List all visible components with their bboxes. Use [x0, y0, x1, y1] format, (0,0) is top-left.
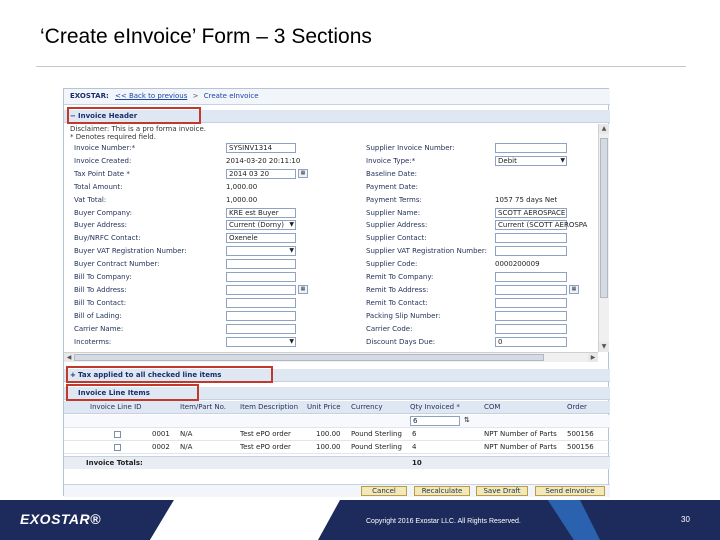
- highlight-tax: [66, 366, 273, 383]
- cell-part-no: N/A: [180, 430, 193, 438]
- row-checkbox[interactable]: [114, 444, 121, 451]
- calendar-icon[interactable]: ▦: [569, 285, 579, 294]
- exostar-brand: EXOSTAR:: [70, 92, 109, 100]
- expand-icon[interactable]: +: [70, 371, 76, 379]
- field-label: Invoice Created:: [74, 156, 132, 165]
- invoice-header-body: [64, 124, 598, 352]
- field-value: SYSINV1314: [229, 144, 273, 152]
- field-label: Invoice Type:*: [366, 156, 416, 165]
- section-title: Invoice Header: [78, 112, 138, 120]
- highlight-line-items: [66, 384, 199, 401]
- col-line-id[interactable]: Invoice Line ID: [90, 403, 142, 411]
- text-input[interactable]: [226, 311, 296, 321]
- field-label: Buyer Contract Number:: [74, 260, 160, 269]
- text-input[interactable]: [226, 208, 296, 218]
- field-label: Remit To Address:: [366, 285, 429, 294]
- field-value: 1,000.00: [226, 195, 258, 204]
- field-label: Supplier Name:: [366, 208, 421, 217]
- highlight-invoice-header: [67, 107, 201, 124]
- dropdown-arrow-icon[interactable]: ▼: [289, 247, 294, 255]
- col-com[interactable]: COM: [484, 403, 501, 411]
- field-value: 2014-03-20 20:11:10: [226, 156, 301, 165]
- field-label: Carrier Name:: [74, 324, 124, 333]
- dropdown-arrow-icon[interactable]: ▼: [289, 337, 294, 345]
- field-label: Buy/NRFC Contact:: [74, 234, 141, 243]
- field-label: Carrier Code:: [366, 324, 413, 333]
- text-input[interactable]: [226, 259, 296, 269]
- table-row[interactable]: [64, 428, 610, 441]
- field-label: Supplier Code:: [366, 260, 418, 269]
- col-description[interactable]: Item Description: [240, 403, 299, 411]
- calendar-icon[interactable]: ▦: [298, 285, 308, 294]
- field-value: 0000200009: [495, 260, 540, 269]
- section-title: Invoice Line Items: [78, 389, 150, 397]
- field-label: Bill of Lading:: [74, 311, 122, 320]
- field-value: Current (SCOTT AEROSPA: [498, 221, 588, 230]
- scroll-thumb[interactable]: [600, 138, 608, 298]
- col-order[interactable]: Order: [567, 403, 587, 411]
- scroll-down-icon[interactable]: ▼: [599, 342, 609, 352]
- totals-qty: 10: [412, 459, 422, 467]
- cell-order: 500156: [567, 430, 594, 438]
- collapse-icon[interactable]: −: [70, 112, 76, 120]
- cell-description: Test ePO order: [240, 443, 291, 451]
- field-label: Supplier VAT Registration Number:: [366, 247, 487, 256]
- col-currency[interactable]: Currency: [351, 403, 383, 411]
- invoice-totals-row: [64, 456, 610, 469]
- col-part-no[interactable]: Item/Part No.: [180, 403, 226, 411]
- cell-line-id: 0002: [152, 443, 170, 451]
- cell-line-id: 0001: [152, 430, 170, 438]
- text-input[interactable]: [495, 298, 567, 308]
- scroll-right-icon[interactable]: ▶: [588, 353, 598, 362]
- scroll-up-icon[interactable]: ▲: [599, 124, 609, 134]
- row-checkbox[interactable]: [114, 431, 121, 438]
- dropdown-arrow-icon[interactable]: ▼: [289, 221, 294, 229]
- invoice-form-screenshot: [63, 88, 609, 496]
- action-button-bar: [64, 484, 610, 497]
- field-label: Buyer VAT Registration Number:: [74, 247, 187, 256]
- cell-part-no: N/A: [180, 443, 193, 451]
- cancel-button[interactable]: Cancel: [361, 486, 407, 496]
- select-field[interactable]: [226, 246, 296, 256]
- cell-com: NPT Number of Parts: [484, 430, 557, 438]
- recalculate-button[interactable]: Recalculate: [414, 486, 470, 496]
- field-label: Buyer Company:: [74, 208, 132, 217]
- sort-icon[interactable]: ⇅: [464, 416, 470, 424]
- scroll-left-icon[interactable]: ◀: [64, 353, 74, 362]
- footer-band: [0, 500, 720, 540]
- filter-row: [64, 415, 610, 428]
- section-title: Tax applied to all checked line items: [78, 371, 222, 379]
- field-label: Supplier Address:: [366, 221, 428, 230]
- field-label: Discount Days Due:: [366, 337, 436, 346]
- field-label: Total Amount:: [74, 182, 123, 191]
- field-label: Remit To Contact:: [366, 298, 428, 307]
- horizontal-scrollbar[interactable]: [64, 352, 598, 362]
- text-input[interactable]: [495, 324, 567, 334]
- text-input[interactable]: [495, 246, 567, 256]
- select-field[interactable]: [226, 220, 296, 230]
- cell-qty[interactable]: 6: [412, 430, 417, 438]
- field-label: Payment Terms:: [366, 195, 422, 204]
- text-input[interactable]: [495, 337, 567, 347]
- field-label: Bill To Address:: [74, 285, 127, 294]
- field-value: Debit: [498, 156, 517, 165]
- field-label: Tax Point Date *: [74, 169, 130, 178]
- field-label: Payment Date:: [366, 182, 418, 191]
- text-input[interactable]: [495, 233, 567, 243]
- cell-currency: Pound Sterling: [351, 443, 402, 451]
- required-note: * Denotes required field.: [70, 133, 156, 141]
- text-input[interactable]: [226, 285, 296, 295]
- dropdown-arrow-icon[interactable]: ▼: [560, 156, 565, 164]
- back-link[interactable]: << Back to previous: [115, 92, 188, 100]
- field-label: Bill To Contact:: [74, 298, 127, 307]
- text-input[interactable]: [495, 272, 567, 282]
- send-einvoice-button[interactable]: Send eInvoice: [535, 486, 605, 496]
- cell-description: Test ePO order: [240, 430, 291, 438]
- qty-filter-input[interactable]: 6: [410, 416, 460, 426]
- save-draft-button[interactable]: Save Draft: [476, 486, 528, 496]
- page-number: 30: [681, 515, 690, 524]
- calendar-icon[interactable]: ▦: [298, 169, 308, 178]
- field-label: Buyer Address:: [74, 221, 128, 230]
- col-unit-price[interactable]: Unit Price: [307, 403, 341, 411]
- table-row[interactable]: [64, 441, 610, 454]
- text-input[interactable]: [226, 233, 296, 243]
- field-value: 1,000.00: [226, 182, 258, 191]
- field-label: Invoice Number:*: [74, 144, 136, 152]
- exostar-logo: EXOSTAR®: [20, 511, 101, 527]
- breadcrumb-current: Create eInvoice: [203, 92, 259, 100]
- field-label: Supplier Contact:: [366, 234, 427, 243]
- field-value: SCOTT AEROSPACE: [498, 208, 566, 217]
- text-input[interactable]: [226, 272, 296, 282]
- copyright-text: Copyright 2016 Exostar LLC. All Rights Reserved.: [366, 518, 521, 525]
- field-value: 2014 03 20: [229, 169, 270, 178]
- text-input[interactable]: [495, 285, 567, 295]
- text-input[interactable]: [226, 298, 296, 308]
- select-field[interactable]: [226, 337, 296, 347]
- breadcrumb-separator: >: [192, 92, 199, 100]
- line-items-header: [64, 401, 610, 414]
- field-label: Incoterms:: [74, 337, 112, 346]
- field-label: Bill To Company:: [74, 273, 132, 281]
- field-value: 1057 75 days Net: [495, 195, 558, 204]
- field-value: Oxenele: [229, 234, 258, 243]
- select-field[interactable]: [495, 156, 567, 166]
- field-value: 0: [498, 337, 503, 346]
- col-qty[interactable]: Qty Invoiced *: [410, 403, 460, 411]
- text-input[interactable]: [226, 169, 296, 179]
- hscroll-thumb[interactable]: [74, 354, 544, 361]
- text-input[interactable]: [495, 208, 567, 218]
- totals-label: Invoice Totals:: [86, 459, 143, 467]
- field-label: Vat Total:: [74, 195, 107, 204]
- disclaimer: Disclaimer: This is a pro forma invoice.: [70, 125, 206, 133]
- title-divider: [36, 66, 686, 67]
- field-label: Baseline Date:: [366, 169, 417, 178]
- cell-com: NPT Number of Parts: [484, 443, 557, 451]
- field-label: Remit To Company:: [366, 273, 434, 281]
- breadcrumb: [64, 89, 610, 105]
- field-value: KRE est Buyer: [229, 208, 279, 217]
- cell-unit-price: 100.00: [316, 430, 341, 438]
- text-input[interactable]: [226, 324, 296, 334]
- field-value: Current (Dorny): [229, 221, 284, 230]
- cell-currency: Pound Sterling: [351, 430, 402, 438]
- text-input[interactable]: [495, 143, 567, 153]
- cell-qty[interactable]: 4: [412, 443, 417, 451]
- field-label: Packing Slip Number:: [366, 311, 441, 320]
- field-label: Supplier Invoice Number:: [366, 144, 455, 152]
- cell-order: 500156: [567, 443, 594, 451]
- vertical-scrollbar[interactable]: [598, 124, 609, 352]
- text-input[interactable]: [495, 220, 588, 230]
- slide-title: ‘Create eInvoice’ Form – 3 Sections: [40, 25, 372, 48]
- text-input[interactable]: [495, 311, 567, 321]
- text-input[interactable]: [226, 143, 296, 153]
- cell-unit-price: 100.00: [316, 443, 341, 451]
